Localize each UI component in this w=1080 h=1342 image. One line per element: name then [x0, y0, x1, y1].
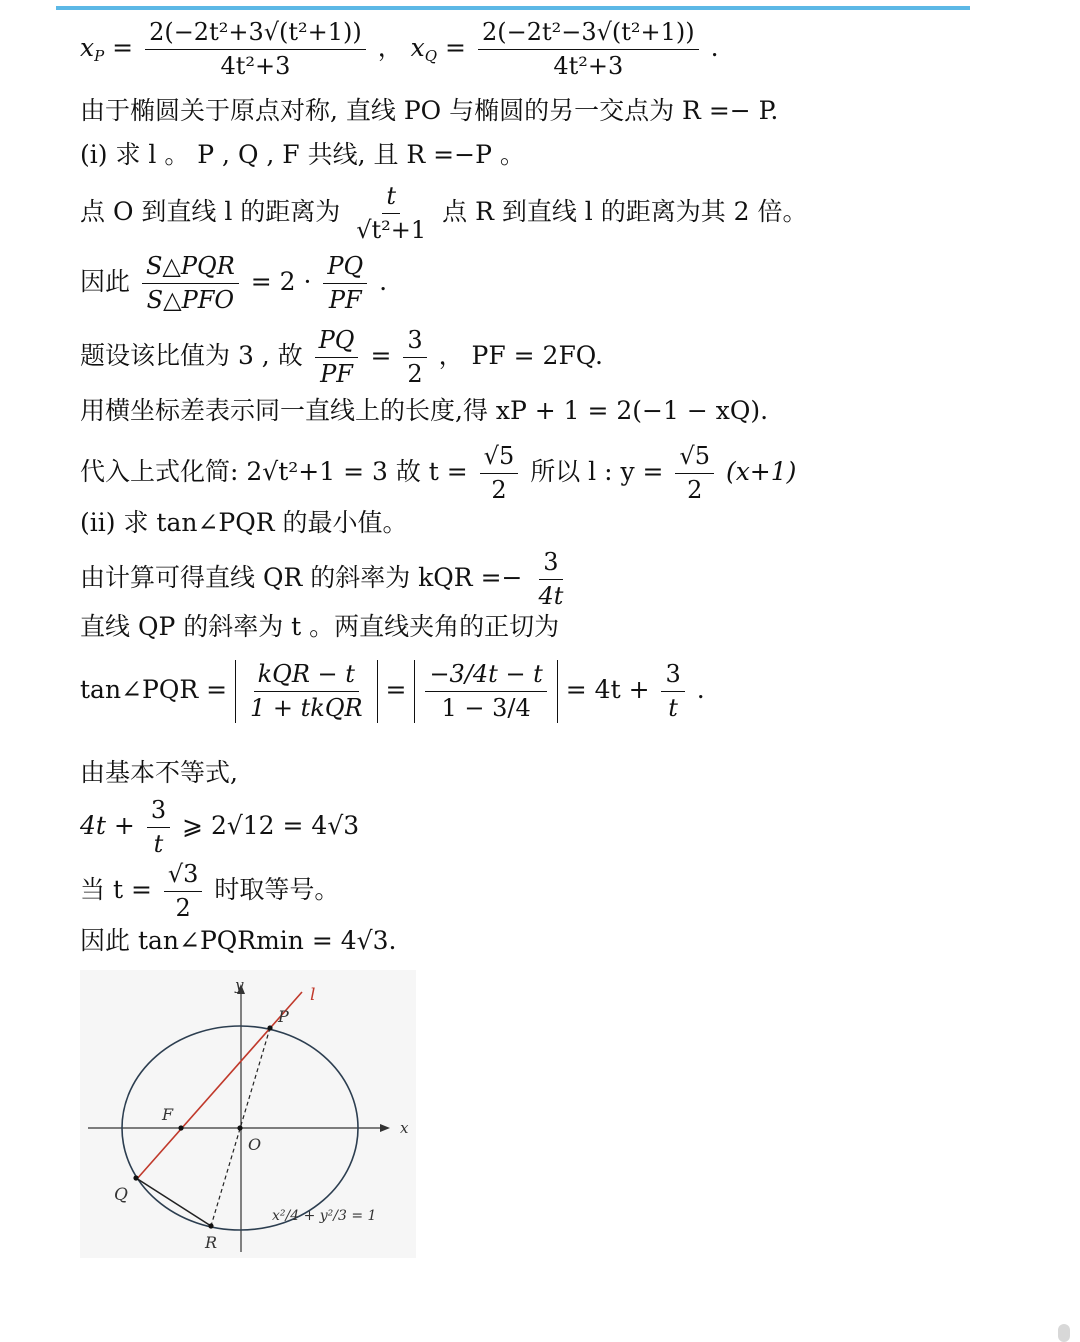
slope-qr-den: 4t — [538, 581, 564, 610]
xp-numerator: 2(−2t²+3√(t²+1)) — [145, 18, 366, 50]
tan-text-c: = 4t + — [565, 674, 650, 704]
line-slope-qp: 直线 QP 的斜率为 t 。两直线夹角的正切为 — [80, 612, 560, 641]
label-r: R — [205, 1233, 218, 1252]
xq-fraction — [478, 18, 699, 81]
x-axis-arrow — [380, 1124, 390, 1132]
sub-text-c: (x+1) — [725, 456, 797, 486]
line-area-ratio — [80, 252, 387, 315]
slope-den: 2 — [687, 475, 703, 504]
ratio-value-den: 2 — [407, 359, 423, 388]
tan-text-a: tan∠PQR = — [80, 674, 228, 704]
ellipse-figure-svg — [80, 970, 416, 1258]
tan-den-1: 1 + tkQR — [250, 693, 363, 722]
period: . — [710, 32, 719, 62]
ratio-text-a: 题设该比值为 3 , 故 — [80, 340, 303, 370]
tan-fraction-1 — [246, 660, 367, 723]
ratio-value-num: 3 — [403, 326, 426, 358]
line-part-i: (i) 求 l 。 P , Q , F 共线, 且 R =−P 。 — [80, 140, 525, 169]
line-inequality — [80, 796, 359, 859]
xq-numerator: 2(−2t²−3√(t²+1)) — [478, 18, 699, 50]
separator: ， — [377, 32, 403, 62]
xp-symbol: x — [80, 32, 95, 62]
eq-fraction — [164, 860, 203, 923]
tan-den-3: t — [668, 693, 678, 722]
label-o: O — [248, 1135, 262, 1154]
line-conclusion: 因此 tan∠PQRmin = 4√3. — [80, 926, 397, 955]
tan-num-3: 3 — [661, 660, 684, 692]
ratio-eq: = — [370, 340, 392, 370]
eq-num: √3 — [164, 860, 203, 892]
xp-fraction — [145, 18, 366, 81]
line-symmetry: 由于椭圆关于原点对称, 直线 PO 与椭圆的另一交点为 R =− P. — [80, 96, 779, 125]
t-value-num: √5 — [480, 442, 519, 474]
slope-qr-text: 由计算可得直线 QR 的斜率为 kQR =− — [80, 562, 523, 592]
label-f: F — [162, 1105, 174, 1124]
point-o — [237, 1125, 242, 1130]
ratio-fraction — [315, 326, 359, 389]
ineq-text-b: ⩾ 2√12 = 4√3 — [182, 810, 360, 840]
line-part-ii: (ii) 求 tan∠PQR 的最小值。 — [80, 508, 408, 537]
ineq-den: t — [153, 829, 164, 858]
distance-text-a: 点 O 到直线 l 的距离为 — [80, 196, 341, 226]
line-substitute — [80, 442, 796, 505]
point-f — [178, 1125, 183, 1130]
xp-sub: P — [94, 46, 105, 65]
pq-pf-fraction — [323, 252, 367, 315]
distance-den: √t²+1 — [356, 215, 427, 244]
sub-text-b: 所以 l : y = — [530, 456, 664, 486]
segment-qr — [136, 1178, 211, 1226]
eq-text-b: 时取等号。 — [214, 874, 340, 904]
line-distance — [80, 182, 808, 245]
line-slope-qr — [80, 548, 571, 611]
abs-1 — [235, 660, 378, 723]
ineq-fraction — [147, 796, 170, 859]
distance-num: t — [382, 182, 400, 214]
distance-fraction — [352, 182, 430, 245]
area-text-a: 因此 — [80, 266, 131, 296]
line-inequality-intro: 由基本不等式, — [80, 758, 238, 787]
label-x: x — [400, 1119, 409, 1137]
pq-num: PQ — [323, 252, 367, 284]
tan-fraction-2 — [425, 660, 546, 723]
xq-sub: Q — [424, 46, 438, 65]
area-den: S△PFO — [146, 285, 235, 314]
distance-text-b: 点 R 到直线 l 的距离为其 2 倍。 — [442, 196, 808, 226]
t-value-fraction — [480, 442, 519, 505]
xp-denominator: 4t²+3 — [220, 51, 291, 80]
line-tan-formula — [80, 660, 705, 723]
area-fraction — [142, 252, 239, 315]
point-r — [208, 1223, 213, 1228]
tan-num-1: kQR − t — [254, 660, 359, 692]
slope-qr-num: 3 — [539, 548, 562, 580]
ineq-text-a: 4t + — [80, 810, 135, 840]
label-l: l — [310, 985, 316, 1005]
label-equation: x²/4 + y²/3 = 1 — [272, 1208, 377, 1224]
xq-denominator: 4t²+3 — [553, 51, 624, 80]
area-period: . — [379, 266, 388, 296]
point-q — [133, 1175, 138, 1180]
sub-text-a: 代入上式化简: 2√t²+1 = 3 故 t = — [80, 456, 468, 486]
ellipse-figure — [80, 970, 416, 1258]
label-p: P — [278, 1007, 289, 1026]
ratio-num: PQ — [315, 326, 359, 358]
eq-sign-2: = — [445, 32, 466, 62]
slope-num: √5 — [675, 442, 714, 474]
tan-eq: = — [385, 674, 407, 704]
t-value-den: 2 — [491, 475, 507, 504]
line-abscissa: 用横坐标差表示同一直线上的长度,得 xP + 1 = 2(−1 − xQ). — [80, 396, 769, 425]
abs-2 — [414, 660, 557, 723]
ineq-num: 3 — [147, 796, 170, 828]
tan-num-2: −3/4t − t — [425, 660, 546, 692]
tan-fraction-3 — [661, 660, 684, 723]
pf-den: PF — [328, 285, 362, 314]
area-text-b: = 2 · — [250, 266, 312, 296]
slope-qr-fraction — [534, 548, 567, 611]
line-ratio-value — [80, 326, 603, 389]
area-num: S△PQR — [142, 252, 239, 284]
ratio-den: PF — [320, 359, 353, 388]
eq-den: 2 — [175, 893, 191, 922]
eq-sign: = — [112, 32, 134, 62]
label-y: y — [235, 976, 244, 994]
tan-den-2: 1 − 3/4 — [441, 693, 531, 722]
ratio-text-c: ， PF = 2FQ. — [438, 340, 603, 370]
line-equality — [80, 860, 339, 923]
eq-text-a: 当 t = — [80, 874, 152, 904]
tan-period: . — [696, 674, 705, 704]
xq-symbol: x — [410, 32, 425, 62]
label-q: Q — [114, 1185, 128, 1205]
slope-fraction — [675, 442, 714, 505]
line-xp-xq — [80, 18, 719, 81]
ratio-value-fraction — [403, 326, 426, 389]
top-accent-bar — [56, 6, 970, 10]
scroll-indicator[interactable] — [1058, 1324, 1070, 1342]
point-p — [267, 1025, 272, 1030]
